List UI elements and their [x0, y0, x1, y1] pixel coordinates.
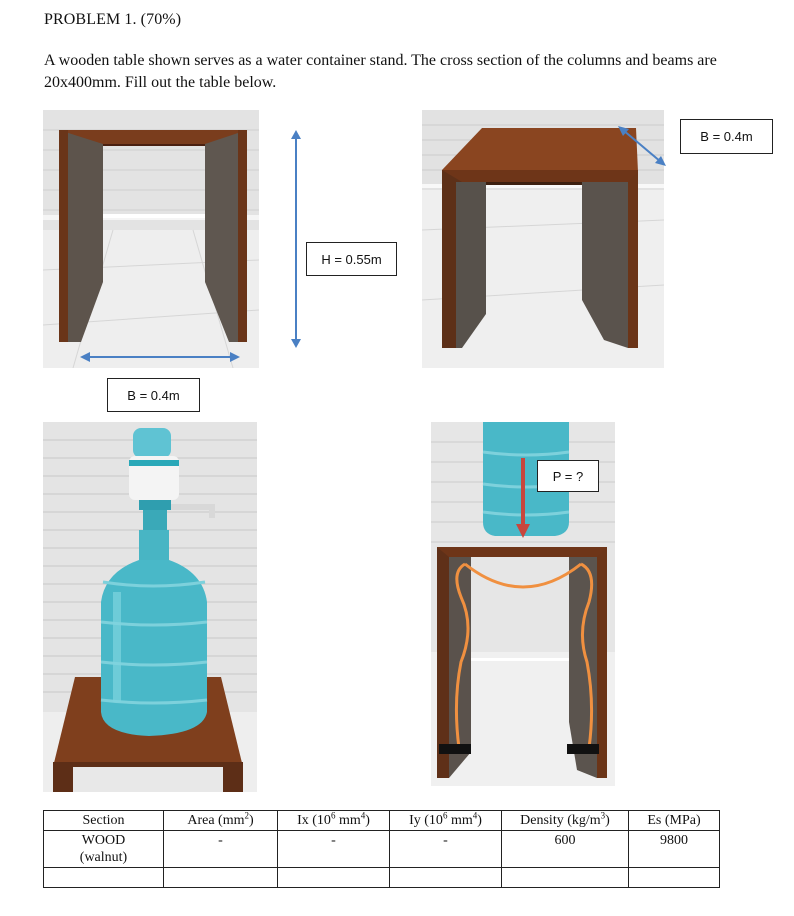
load-label: P = ? — [537, 460, 599, 492]
table-front-photo — [43, 110, 259, 368]
cell-section: WOOD (walnut) — [44, 831, 164, 868]
properties-table — [43, 810, 720, 888]
header-iy: Iy ($10^6$ $mm^4$) — [390, 811, 502, 831]
cell-ix: - — [278, 831, 390, 868]
header-ix: Ix ($10^6$ $mm^4$) — [278, 811, 390, 831]
table-row — [44, 831, 720, 868]
width-label-front: B = 0.4m — [107, 378, 200, 412]
cell-density: 600 — [502, 831, 629, 868]
water-bottle-photo — [43, 422, 257, 792]
header-area: Area $(mm^2)$ — [164, 811, 278, 831]
width-arrow-front — [80, 349, 240, 365]
height-label: H = 0.55m — [306, 242, 397, 276]
width-label-depth: B = 0.4m — [680, 119, 773, 154]
table-header-row — [44, 811, 720, 831]
problem-title: PROBLEM 1. (70%) — [44, 11, 182, 28]
cell-es: 9800 — [629, 831, 720, 868]
cell-iy: - — [390, 831, 502, 868]
header-section: Section — [44, 811, 164, 831]
table-empty-row — [44, 868, 720, 888]
width-arrow-depth — [618, 126, 666, 166]
problem-statement: A wooden table shown serves as a water container stand. The cross section of the columns and beams are 20x400mm. Fill out the table below. — [44, 52, 717, 91]
cell-area: - — [164, 831, 278, 868]
header-density: Density $(kg/m^3)$ — [502, 811, 629, 831]
height-arrow — [288, 130, 304, 348]
header-es: Es (MPa) — [629, 811, 720, 831]
